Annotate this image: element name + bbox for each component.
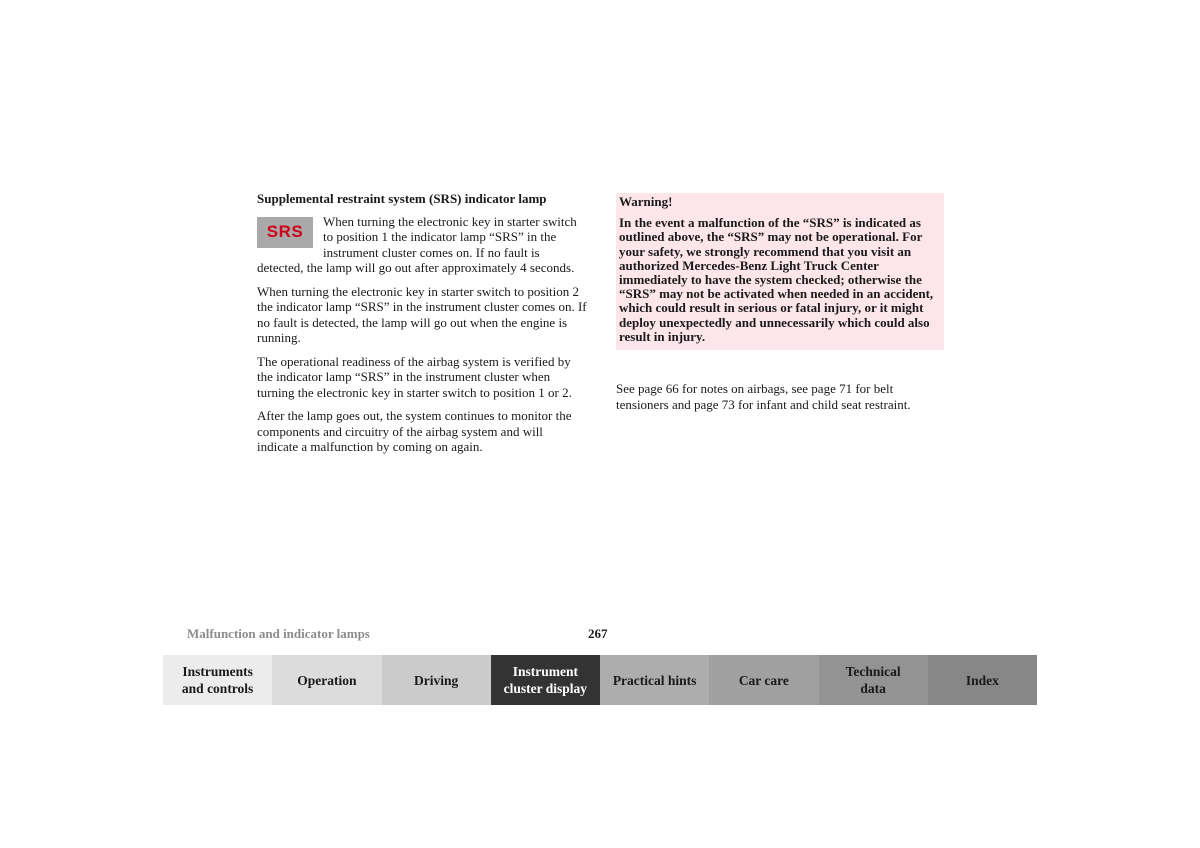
warning-box — [616, 193, 944, 350]
srs-lamp-label: SRS — [266, 222, 304, 242]
paragraph-4: After the lamp goes out, the system continues to monitor the components and circuitry of the airbag system and will indicate a malfunction by coming on again. — [257, 408, 572, 454]
tab-technical-data[interactable]: Technical data — [819, 655, 928, 705]
warning-title: Warning! — [619, 194, 673, 209]
tab-operation[interactable]: Operation — [272, 655, 381, 705]
paragraph-1-text: When turning the electronic key in starter switch to position 1 the indicator lamp “SRS” in the instrument cluster comes on. If no fault is detected, the lamp will go out after approximately 4 seconds. — [257, 213, 577, 275]
paragraph-3: The operational readiness of the airbag system is verified by the indicator lamp “SRS” in the instrument cluster when turning the electronic key in starter switch to position 1 or 2. — [257, 353, 572, 400]
tab-instruments-and-controls[interactable]: Instruments and controls — [163, 655, 272, 705]
footer-section-title: Malfunction and indicator lamps — [187, 626, 370, 641]
tab-car-care[interactable]: Car care — [709, 655, 818, 705]
tab-driving[interactable]: Driving — [382, 655, 491, 705]
left-column — [257, 191, 587, 463]
section-heading: Supplemental restraint system (SRS) indicator lamp — [257, 191, 547, 206]
tab-instrument-cluster-display[interactable]: Instrument cluster display — [491, 655, 600, 705]
tab-practical-hints[interactable]: Practical hints — [600, 655, 709, 705]
warning-text: In the event a malfunction of the “SRS” is indicated as outlined above, the “SRS” may not be operational. For your safety, we strongly recommend that you visit an authorized Mercedes-Benz Light Truck Center immediately to have the system checked; otherwise the “SRS” may not be activated when needed in an accident, which could result in serious or fatal injury, or it might deploy unexpectedly and unnecessarily which could also result in injury. — [619, 215, 934, 344]
page-number: 267 — [588, 626, 608, 641]
see-page-note: See page 66 for notes on airbags, see page 71 for belt tensioners and page 73 for infant and child seat restraint. — [616, 381, 911, 412]
chapter-nav — [163, 655, 1037, 705]
srs-indicator-lamp-icon — [257, 217, 313, 248]
tab-index[interactable]: Index — [928, 655, 1037, 705]
paragraph-1 — [257, 214, 587, 276]
paragraph-2: When turning the electronic key in starter switch to position 2 the indicator lamp “SRS” in the instrument cluster comes on. If no fault is detected, the lamp will go out when the engine is running. — [257, 283, 587, 345]
